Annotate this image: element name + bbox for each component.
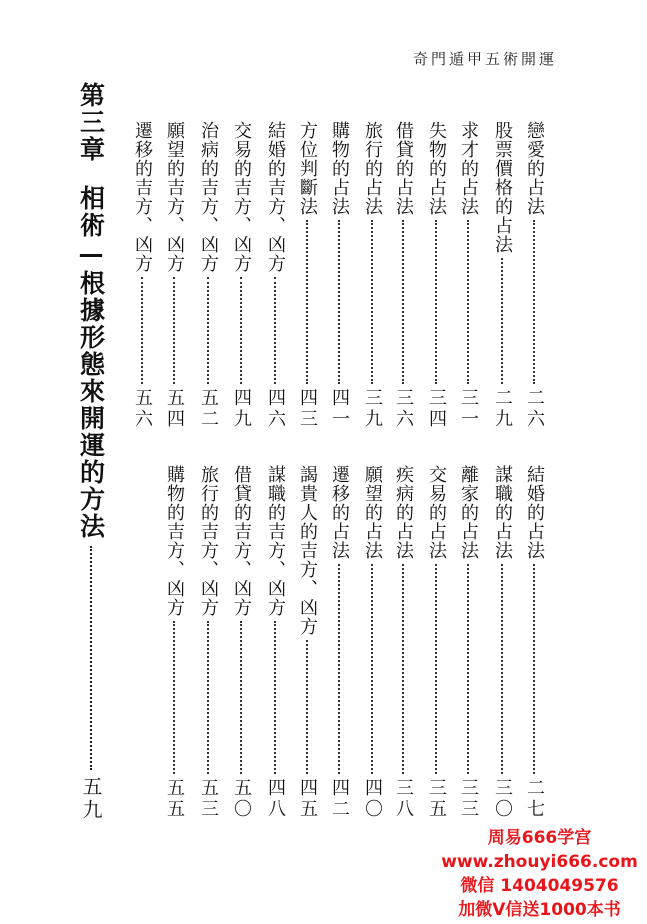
- entry-page: 五三: [198, 778, 219, 820]
- entry-label: 結婚的占法: [524, 465, 545, 560]
- toc-entry[interactable]: [523, 465, 545, 820]
- entry-label: 購物的占法: [329, 121, 350, 216]
- chapter-page: 五九: [79, 776, 103, 822]
- leader-dots: [338, 564, 340, 774]
- leader-dots: [90, 546, 92, 770]
- entry-page: 三六: [393, 388, 414, 430]
- watermark-line: 微信 1404049576: [460, 876, 619, 896]
- running-head: 奇門遁甲五術開運: [412, 50, 557, 68]
- leader-dots: [501, 564, 503, 774]
- watermark-line: 周易666学宫: [487, 828, 592, 848]
- entry-label: 願望的占法: [362, 465, 383, 560]
- leader-dots: [435, 564, 437, 774]
- entry-page: 二六: [524, 388, 545, 430]
- watermark: [437, 826, 642, 922]
- chapter-title: 相術—根據形態來開運的方法: [76, 185, 106, 540]
- entry-page: 四一: [329, 388, 350, 430]
- leader-dots: [467, 564, 469, 774]
- entry-page: 三〇: [492, 778, 513, 820]
- leader-dots: [306, 220, 308, 384]
- leader-dots: [274, 621, 276, 774]
- entry-page: 三五: [426, 778, 447, 820]
- entry-label: 借貸的占法: [393, 121, 414, 216]
- entry-page: 五〇: [231, 778, 252, 820]
- leader-dots: [501, 258, 503, 384]
- entry-page: 三一: [458, 388, 479, 430]
- toc-entry[interactable]: [296, 121, 318, 430]
- entry-label: 方位判斷法: [297, 121, 318, 216]
- entry-page: 四六: [265, 388, 286, 430]
- leader-dots: [240, 621, 242, 774]
- entry-page: 四九: [231, 388, 252, 430]
- toc-entry[interactable]: [457, 121, 479, 430]
- entry-label: 謁貴人的吉方、凶方: [297, 465, 318, 636]
- entry-label: 願望的吉方、凶方: [164, 121, 185, 273]
- chapter-heading[interactable]: [76, 82, 106, 822]
- entry-label: 疾病的占法: [393, 465, 414, 560]
- entry-label: 戀愛的占法: [524, 121, 545, 216]
- entry-label: 謀職的吉方、凶方: [265, 465, 286, 617]
- entry-page: 五六: [132, 388, 153, 430]
- toc-entry[interactable]: [230, 465, 252, 820]
- toc-entry[interactable]: [296, 465, 318, 820]
- watermark-url[interactable]: www.zhouyi666.com: [441, 852, 638, 872]
- leader-dots: [173, 277, 175, 384]
- entry-page: 三八: [393, 778, 414, 820]
- entry-label: 購物的吉方、凶方: [164, 465, 185, 617]
- toc-entry[interactable]: [457, 465, 479, 820]
- toc-entry[interactable]: [328, 121, 350, 430]
- entry-label: 治病的吉方、凶方: [198, 121, 219, 273]
- entry-page: 三三: [458, 778, 479, 820]
- toc-entry[interactable]: [425, 465, 447, 820]
- chapter-number: 第三章: [76, 82, 106, 163]
- toc-entry[interactable]: [131, 121, 153, 430]
- toc-entry[interactable]: [328, 465, 350, 820]
- toc-entry[interactable]: [491, 465, 513, 820]
- entry-label: 交易的吉方、凶方: [231, 121, 252, 273]
- leader-dots: [533, 564, 535, 774]
- toc-entry[interactable]: [264, 121, 286, 430]
- entry-page: 四〇: [362, 778, 383, 820]
- leader-dots: [207, 277, 209, 384]
- entry-label: 借貸的吉方、凶方: [231, 465, 252, 617]
- entry-label: 遷移的占法: [329, 465, 350, 560]
- leader-dots: [173, 621, 175, 774]
- toc-entry[interactable]: [163, 465, 185, 820]
- entry-label: 遷移的吉方、凶方: [132, 121, 153, 273]
- entry-page: 三四: [426, 388, 447, 430]
- entry-label: 結婚的吉方、凶方: [265, 121, 286, 273]
- toc-entry[interactable]: [392, 465, 414, 820]
- entry-label: 交易的占法: [426, 465, 447, 560]
- leader-dots: [467, 220, 469, 384]
- toc-entry[interactable]: [361, 465, 383, 820]
- entry-page: 四五: [297, 778, 318, 820]
- entry-page: 五二: [198, 388, 219, 430]
- entry-page: 二七: [524, 778, 545, 820]
- leader-dots: [306, 640, 308, 774]
- toc-entry[interactable]: [197, 465, 219, 820]
- leader-dots: [402, 564, 404, 774]
- leader-dots: [240, 277, 242, 384]
- entry-label: 謀職的占法: [492, 465, 513, 560]
- toc-entry[interactable]: [264, 465, 286, 820]
- toc-entry[interactable]: [425, 121, 447, 430]
- entry-label: 離家的占法: [458, 465, 479, 560]
- entry-page: 四三: [297, 388, 318, 430]
- leader-dots: [207, 621, 209, 774]
- toc-entry[interactable]: [163, 121, 185, 430]
- entry-page: 五五: [164, 778, 185, 820]
- leader-dots: [435, 220, 437, 384]
- entry-label: 失物的占法: [426, 121, 447, 216]
- leader-dots: [371, 564, 373, 774]
- toc-entry[interactable]: [523, 121, 545, 430]
- entry-page: 五四: [164, 388, 185, 430]
- entry-page: 四八: [265, 778, 286, 820]
- toc-entry[interactable]: [361, 121, 383, 430]
- entry-page: 四二: [329, 778, 350, 820]
- entry-label: 旅行的占法: [362, 121, 383, 216]
- entry-label: 求才的占法: [458, 121, 479, 216]
- leader-dots: [141, 277, 143, 384]
- toc-entry[interactable]: [230, 121, 252, 430]
- leader-dots: [338, 220, 340, 384]
- toc-entry[interactable]: [392, 121, 414, 430]
- leader-dots: [402, 220, 404, 384]
- toc-entry[interactable]: [197, 121, 219, 430]
- leader-dots: [274, 277, 276, 384]
- watermark-line: 加微V信送1000本书: [458, 900, 621, 920]
- leader-dots: [533, 220, 535, 384]
- entry-page: 二九: [492, 388, 513, 430]
- leader-dots: [371, 220, 373, 384]
- toc-entry[interactable]: [491, 121, 513, 430]
- entry-page: 三九: [362, 388, 383, 430]
- entry-label: 股票價格的占法: [492, 121, 513, 254]
- entry-label: 旅行的吉方、凶方: [198, 465, 219, 617]
